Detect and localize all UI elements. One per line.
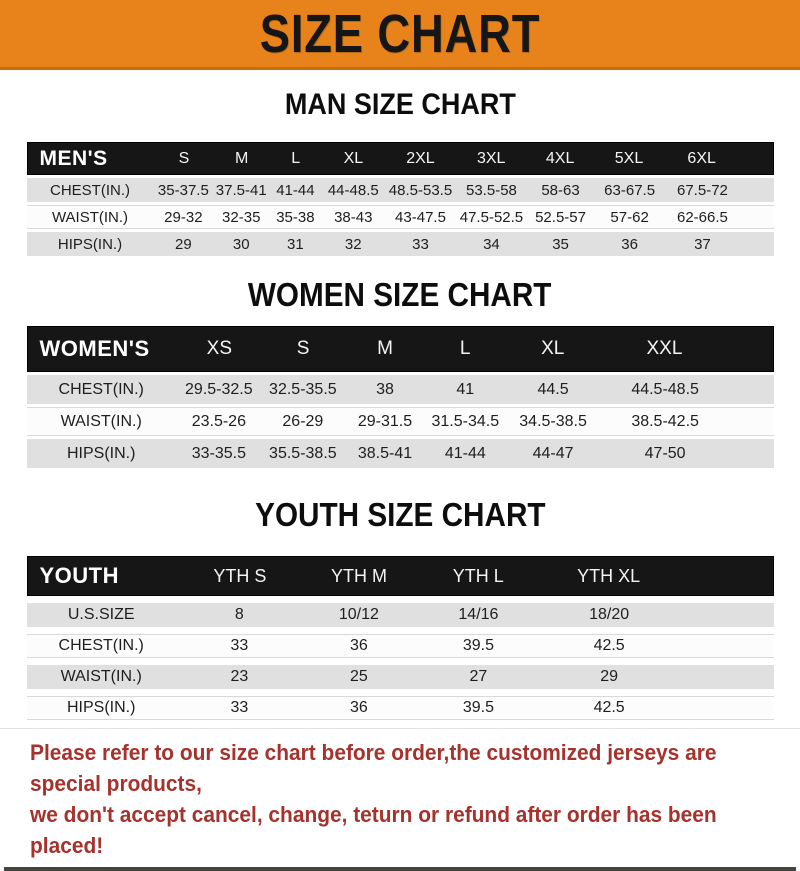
youth-table-cell: 8 [234,606,244,623]
women-table-cell: 33-35.5 [191,444,246,462]
women-table-cell: 41 [456,380,475,398]
size-chart-banner [0,0,800,70]
women-row-label: WAIST(IN.) [60,412,142,430]
women-table-cell: 44-47 [532,444,574,462]
men-table-row [27,205,774,229]
women-table-cell: 38.5-41 [357,444,413,462]
youth-table-cell: 42.5 [593,699,625,716]
women-size-column-header: S [296,338,310,359]
men-table-cell: 34 [483,235,500,253]
youth-table-header-label: YOUTH [39,563,119,588]
youth-table-header-row [27,556,774,596]
youth-table-cell: 14/16 [458,606,499,623]
women-row-label: CHEST(IN.) [58,380,144,398]
men-size-column-header: M [235,149,249,167]
men-table-cell: 37.5-41 [215,181,267,199]
men-size-section [0,86,800,256]
men-size-table [27,142,774,256]
youth-table-row [27,696,774,720]
men-row-label: HIPS(IN.) [57,235,123,253]
men-table-cell: 52.5-57 [535,208,586,226]
men-table-row [27,178,774,202]
youth-table-cell: 39.5 [462,699,494,716]
men-table-cell: 37 [694,235,711,253]
youth-size-section [0,494,800,720]
men-table-cell: 36 [621,235,638,253]
men-table-cell: 29 [175,235,192,253]
youth-size-column-header: YTH M [331,565,388,586]
men-table-cell: 35-38 [276,208,315,226]
youth-section-title-text: YOUTH SIZE CHART [254,496,546,533]
men-table-row [27,232,774,256]
men-table-cell: 62-66.5 [677,208,728,226]
men-size-column-header: 3XL [476,149,506,167]
women-size-column-header: XS [206,338,233,359]
youth-table-cell: 36 [350,699,368,716]
footer-line-2: we don't accept cancel, change, teturn or refund after order has been placed! [30,802,717,858]
men-row-label: WAIST(IN.) [51,208,129,226]
men-table-cell: 41-44 [276,181,315,199]
men-section-title [0,86,800,124]
youth-table-cell: 33 [230,699,249,716]
men-row-label: CHEST(IN.) [49,181,130,199]
youth-size-column-header: YTH L [452,565,504,586]
women-table-cell: 29.5-32.5 [185,380,253,398]
men-table-cell: 38-43 [334,208,373,226]
women-table-row [27,375,774,404]
women-table-header-label: WOMEN'S [39,336,150,361]
women-table-cell: 38.5-42.5 [631,412,699,430]
women-table-cell: 41-44 [444,444,486,462]
men-table-cell: 48.5-53.5 [388,181,453,199]
women-size-column-header: XXL [646,338,683,359]
women-table-cell: 38 [376,380,394,398]
men-table-cell: 35-37.5 [157,181,209,199]
youth-table-cell: 42.5 [593,637,625,654]
size-chart-sections [0,86,800,720]
banner-title: SIZE CHART [259,3,541,64]
women-table-cell: 23.5-26 [191,412,246,430]
youth-row-label: WAIST(IN.) [60,668,142,685]
men-size-column-header: 4XL [545,149,575,167]
women-table-cell: 44.5-48.5 [631,380,699,398]
footer-note [0,729,800,861]
women-table-cell: 29-31.5 [357,412,413,430]
men-table-cell: 58-63 [541,181,580,199]
youth-row-label: HIPS(IN.) [66,699,136,716]
men-table-cell: 35 [552,235,569,253]
men-section-title-text: MAN SIZE CHART [284,88,516,121]
men-table-cell: 33 [412,235,429,253]
men-size-column-header: S [178,149,190,167]
youth-size-table [27,556,774,720]
men-table-cell: 67.5-72 [677,181,728,199]
bottom-edge-line [4,867,796,871]
women-size-column-header: XL [541,338,565,359]
youth-table-row [27,665,774,689]
women-table-cell: 32.5-35.5 [269,380,337,398]
women-size-section [0,274,800,468]
women-section-title-text: WOMEN SIZE CHART [248,276,552,313]
youth-row-label: U.S.SIZE [67,606,135,623]
youth-table-cell: 39.5 [462,637,494,654]
men-size-column-header: 6XL [687,149,716,167]
youth-table-cell: 29 [600,668,619,685]
men-table-cell: 53.5-58 [466,181,517,199]
women-table-cell: 35.5-38.5 [269,444,337,462]
women-table-cell: 26-29 [282,412,324,430]
youth-table-cell: 25 [350,668,368,685]
men-size-column-header: 5XL [614,149,644,167]
youth-table-row [27,634,774,658]
women-table-row [27,439,774,468]
footer-line-1: Please refer to our size chart before order,the customized jerseys are special products, [30,740,717,796]
men-table-cell: 63-67.5 [604,181,656,199]
men-table-cell: 31 [287,235,304,253]
women-row-label: HIPS(IN.) [66,444,136,462]
women-table-cell: 44.5 [537,380,569,398]
youth-table-cell: 33 [230,637,249,654]
men-table-cell: 30 [232,235,250,253]
women-section-title [0,274,800,316]
men-table-cell: 57-62 [610,208,649,226]
men-size-column-header: XL [343,149,364,167]
youth-table-cell: 10/12 [338,606,379,623]
youth-size-column-header: YTH XL [577,565,641,586]
women-table-row [27,407,774,436]
women-size-column-header: M [377,338,393,359]
men-size-column-header: 2XL [406,149,435,167]
men-table-header-row [27,142,774,175]
women-size-table [27,326,774,468]
men-table-cell: 32 [344,235,362,253]
men-table-cell: 44-48.5 [327,181,379,199]
men-table-cell: 29-32 [164,208,203,226]
men-table-cell: 47.5-52.5 [459,208,524,226]
youth-table-cell: 27 [469,668,488,685]
women-table-cell: 34.5-38.5 [519,412,587,430]
men-table-cell: 43-47.5 [395,208,446,226]
youth-section-title [0,494,800,536]
men-table-header-label: MEN'S [39,146,108,170]
youth-table-cell: 23 [230,668,249,685]
women-table-header-row [27,326,774,372]
youth-row-label: CHEST(IN.) [58,637,144,654]
women-table-cell: 31.5-34.5 [431,412,500,430]
youth-table-cell: 36 [350,637,368,654]
youth-size-column-header: YTH S [213,565,267,586]
women-size-column-header: L [459,338,471,359]
youth-table-cell: 18/20 [589,606,630,623]
women-table-cell: 47-50 [644,444,686,462]
youth-table-row [27,603,774,627]
men-size-column-header: L [291,149,301,167]
men-table-cell: 32-35 [222,208,261,226]
